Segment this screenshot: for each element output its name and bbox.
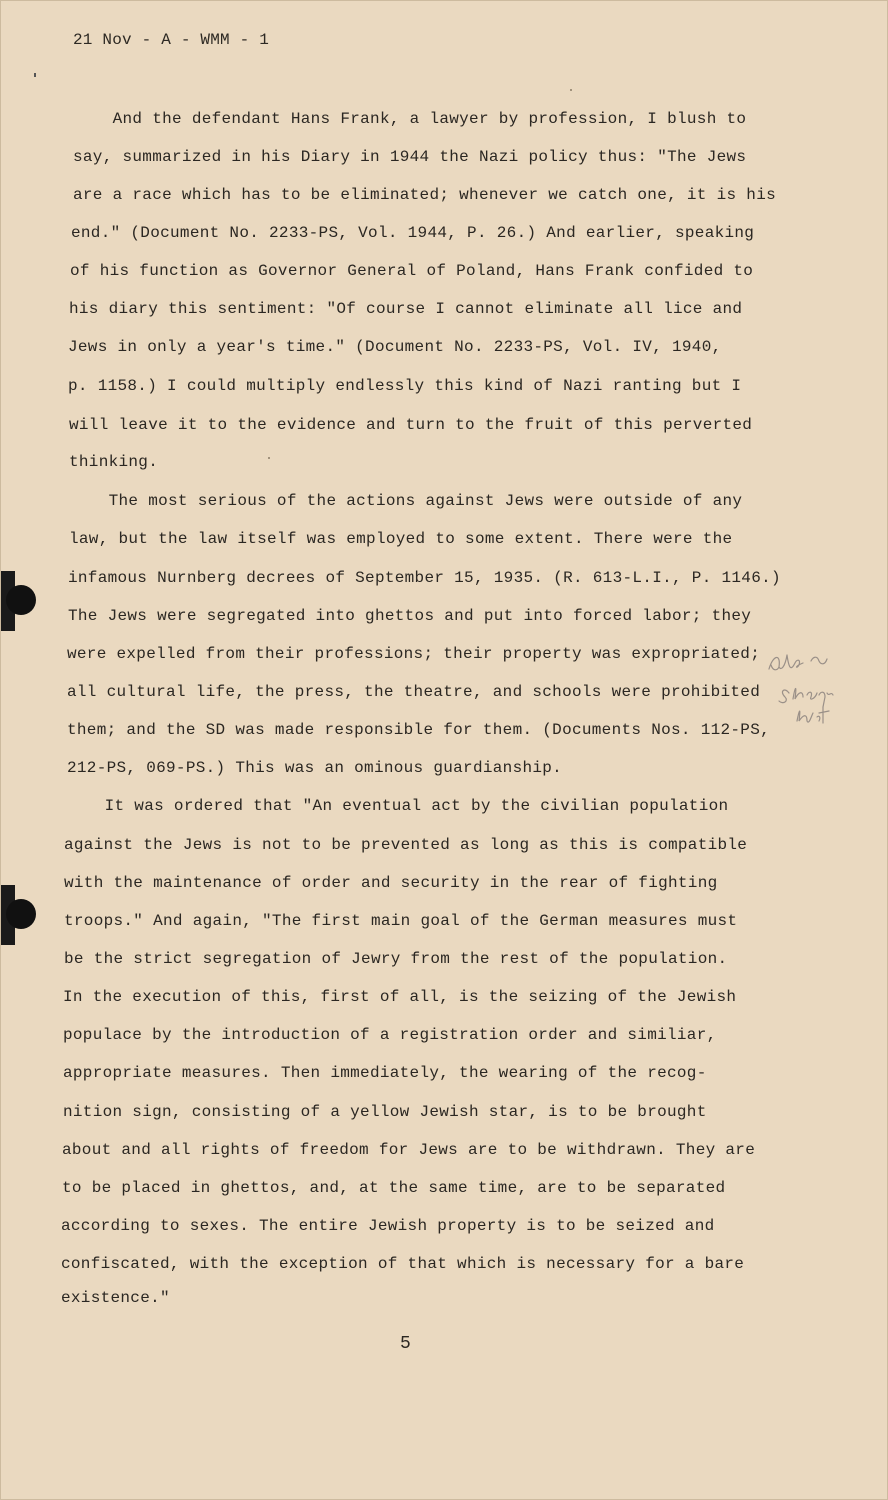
text-line: about and all rights of freedom for Jews are to be withdrawn. They are [62,1141,756,1159]
text-line: It was ordered that "An eventual act by the civilian population [65,797,729,815]
paper-speck [268,457,270,459]
text-line: The Jews were segregated into ghettos and put into forced labor; they [68,607,752,625]
text-line: his diary this sentiment: "Of course I cannot eliminate all lice and [69,300,743,318]
text-line: law, but the law itself was employed to some extent. There were the [69,530,733,548]
punch-hole [6,899,36,929]
text-line: end." (Document No. 2233-PS, Vol. 1944, P. 26.) And earlier, speaking [71,224,755,242]
text-line: with the maintenance of order and security in the rear of fighting [64,874,718,892]
text-line: The most serious of the actions against Jews were outside of any [69,492,743,510]
text-line: will leave it to the evidence and turn to the fruit of this perverted [69,416,753,434]
text-line: populace by the introduction of a registration order and similiar, [63,1026,717,1044]
punch-hole [6,585,36,615]
text-line: thinking. [69,453,159,471]
text-line: existence." [61,1289,170,1307]
text-line: Jews in only a year's time." (Document No. 2233-PS, Vol. IV, 1940, [68,338,722,356]
text-line: appropriate measures. Then immediately, the wearing of the recog- [63,1064,707,1082]
text-line: troops." And again, "The first main goal of the German measures must [64,912,738,930]
text-line: nition sign, consisting of a yellow Jewish star, is to be brought [63,1103,707,1121]
text-line: be the strict segregation of Jewry from the rest of the population. [64,950,728,968]
text-line: are a race which has to be eliminated; whenever we catch one, it is his [73,186,777,204]
page-number: 5 [400,1334,411,1354]
text-line: against the Jews is not to be prevented as long as this is compatible [64,836,748,854]
text-line: infamous Nurnberg decrees of September 15, 1935. (R. 613-L.I., P. 1146.) [68,569,781,587]
stray-mark [34,73,36,77]
text-line: all cultural life, the press, the theatre, and schools were prohibited [67,683,761,701]
text-line: according to sexes. The entire Jewish property is to be seized and [61,1217,715,1235]
text-line: And the defendant Hans Frank, a lawyer by profession, I blush to [73,110,747,128]
text-line: were expelled from their professions; their property was expropriated; [67,645,761,663]
handwritten-annotation [763,641,863,731]
text-line: to be placed in ghettos, and, at the same time, are to be separated [62,1179,726,1197]
text-line: confiscated, with the exception of that which is necessary for a bare [61,1255,745,1273]
text-line: say, summarized in his Diary in 1944 the Nazi policy thus: "The Jews [73,148,747,166]
text-line: of his function as Governor General of Poland, Hans Frank confided to [70,262,754,280]
text-line: In the execution of this, first of all, is the seizing of the Jewish [63,988,737,1006]
text-line: p. 1158.) I could multiply endlessly this kind of Nazi ranting but I [68,377,742,395]
text-line: 212-PS, 069-PS.) This was an ominous guardianship. [67,759,563,777]
document-reference-code: 21 Nov - A - WMM - 1 [73,31,270,49]
text-line: them; and the SD was made responsible for them. (Documents Nos. 112-PS, [67,721,771,739]
paper-speck [570,89,572,91]
